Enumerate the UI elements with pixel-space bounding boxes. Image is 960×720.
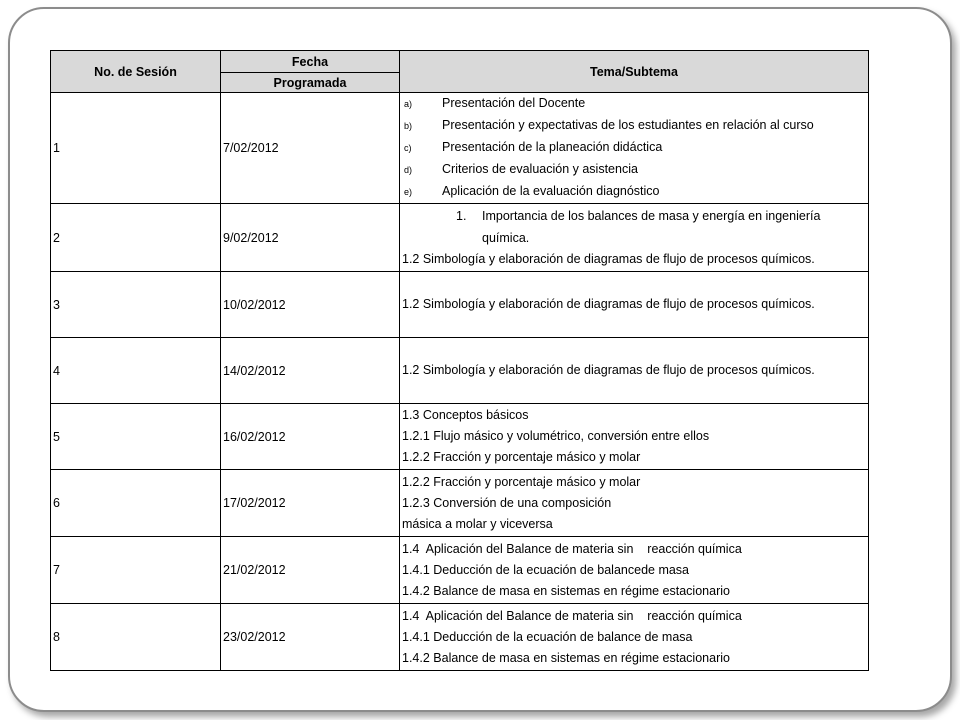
topic-line: 1.2.3 Conversión de una composición xyxy=(402,495,612,510)
topic-cell xyxy=(400,93,869,204)
topic-line: 1.2.2 Fracción y porcentaje másico y molar xyxy=(402,474,641,489)
session-date: 10/02/2012 xyxy=(221,272,400,338)
table-row xyxy=(51,272,869,338)
list-text: Presentación y expectativas de los estudiantes en relación al curso xyxy=(442,118,814,132)
topic-line: másica a molar y viceversa xyxy=(402,516,553,531)
header-row xyxy=(51,51,869,73)
item-number: 1. xyxy=(456,209,467,223)
table-row xyxy=(51,537,869,604)
session-header: No. de Sesión xyxy=(51,51,221,93)
session-date: 23/02/2012 xyxy=(221,604,400,671)
numbered-item xyxy=(402,205,866,249)
topic-cell xyxy=(400,470,869,537)
list-letter: c) xyxy=(404,143,412,153)
topic-header: Tema/Subtema xyxy=(400,51,869,93)
list-text: Aplicación de la evaluación diagnóstico xyxy=(442,184,660,198)
list-letter: a) xyxy=(404,99,413,109)
session-number: 5 xyxy=(51,404,221,470)
scheduled-header: Programada xyxy=(221,73,400,93)
topic-line: 1.4 Aplicación del Balance de materia sin reacción química xyxy=(402,608,742,623)
session-date: 17/02/2012 xyxy=(221,470,400,537)
topic-line: 1.2 Simbología y elaboración de diagramas de flujo de procesos químicos. xyxy=(402,297,815,311)
session-number: 4 xyxy=(51,338,221,404)
topic-line: 1.2 Simbología y elaboración de diagramas de flujo de procesos químicos. xyxy=(402,252,815,266)
topic-line: 1.2.2 Fracción y porcentaje másico y molar xyxy=(402,450,641,464)
session-number: 6 xyxy=(51,470,221,537)
list-text: Criterios de evaluación y asistencia xyxy=(442,162,638,176)
session-number: 8 xyxy=(51,604,221,671)
list-text: Presentación de la planeación didáctica xyxy=(442,140,663,154)
session-number: 1 xyxy=(51,93,221,204)
session-date: 16/02/2012 xyxy=(221,404,400,470)
topic-line: 1.4.2 Balance de masa en sistemas en régime estacionario xyxy=(402,650,730,665)
table-row xyxy=(51,404,869,470)
session-number: 3 xyxy=(51,272,221,338)
list-item xyxy=(402,93,866,115)
session-number: 7 xyxy=(51,537,221,604)
topic-line: 1.3 Conceptos básicos xyxy=(402,408,529,422)
topic-cell xyxy=(400,272,869,338)
session-date: 14/02/2012 xyxy=(221,338,400,404)
topic-line: 1.2 Simbología y elaboración de diagramas de flujo de procesos químicos. xyxy=(402,363,815,377)
topic-cell xyxy=(400,338,869,404)
session-number: 2 xyxy=(51,204,221,272)
table-row xyxy=(51,604,869,671)
session-date: 7/02/2012 xyxy=(221,93,400,204)
topic-cell xyxy=(400,404,869,470)
topic-line: 1.4.2 Balance de masa en sistemas en régime estacionario xyxy=(402,583,730,598)
schedule-table xyxy=(50,50,869,671)
topic-line: 1.4.1 Deducción de la ecuación de balancede masa xyxy=(402,562,690,577)
table-row xyxy=(51,470,869,537)
list-item xyxy=(402,159,866,181)
table-row xyxy=(51,93,869,204)
session-date: 9/02/2012 xyxy=(221,204,400,272)
list-letter: e) xyxy=(404,187,413,197)
list-item xyxy=(402,115,866,137)
table-row xyxy=(51,204,869,272)
list-item xyxy=(402,137,866,159)
topic-cell xyxy=(400,537,869,604)
topic-line: 1.4 Aplicación del Balance de materia sin reacción química xyxy=(402,541,742,556)
item-text: Importancia de los balances de masa y energía en ingeniería química. xyxy=(482,209,821,245)
topic-line: 1.2.1 Flujo másico y volumétrico, conversión entre ellos xyxy=(402,429,710,443)
list-letter: b) xyxy=(404,121,413,131)
table-row xyxy=(51,338,869,404)
list-letter: d) xyxy=(404,165,413,175)
list-item xyxy=(402,181,866,203)
session-date: 21/02/2012 xyxy=(221,537,400,604)
topic-cell xyxy=(400,204,869,272)
topic-line: 1.4.1 Deducción de la ecuación de balance de masa xyxy=(402,629,693,644)
topic-cell xyxy=(400,604,869,671)
date-header: Fecha xyxy=(221,51,400,73)
list-text: Presentación del Docente xyxy=(442,96,586,110)
